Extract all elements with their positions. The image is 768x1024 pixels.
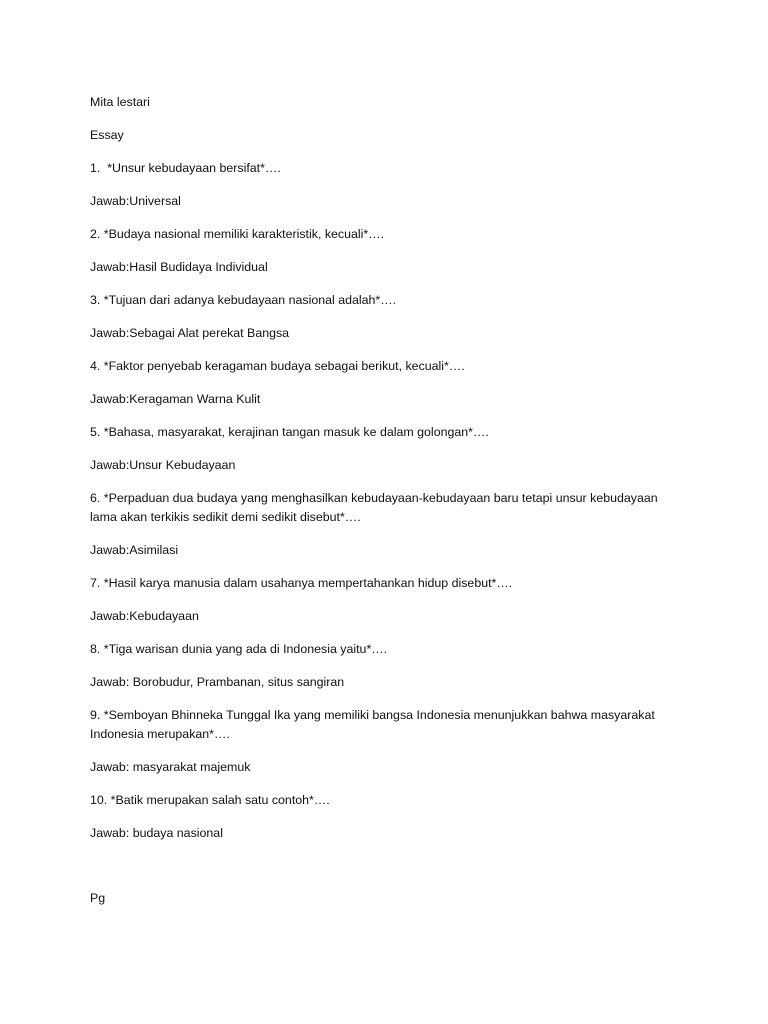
author-name: Mita lestari: [90, 95, 150, 109]
question-10: 10. *Batik merupakan salah satu contoh*….: [90, 793, 330, 807]
answer-3: Jawab:Sebagai Alat perekat Bangsa: [90, 326, 290, 340]
answer-7: Jawab:Kebudayaan: [90, 609, 199, 623]
question-5: 5. *Bahasa, masyarakat, kerajinan tangan masuk ke dalam golongan*….: [90, 425, 489, 439]
answer-6: Jawab:Asimilasi: [90, 543, 179, 557]
answer-4: Jawab:Keragaman Warna Kulit: [90, 392, 261, 406]
next-section-title: Pg: [90, 891, 106, 905]
question-6: 6. *Perpaduan dua budaya yang menghasilkan kebudayaan-kebudayaan baru tetapi unsur kebudayaan lama akan terkikis sedikit demi sedikit disebut*….: [90, 491, 662, 524]
answer-10: Jawab: budaya nasional: [90, 826, 223, 840]
question-2: 2. *Budaya nasional memiliki karakteristik, kecuali*….: [90, 227, 385, 241]
question-8: 8. *Tiga warisan dunia yang ada di Indonesia yaitu*….: [90, 642, 388, 656]
question-7: 7. *Hasil karya manusia dalam usahanya mempertahankan hidup disebut*….: [90, 576, 513, 590]
answer-5: Jawab:Unsur Kebudayaan: [90, 458, 236, 472]
document-body: [90, 93, 680, 922]
question-1: 1. *Unsur kebudayaan bersifat*….: [90, 161, 281, 175]
answer-8: Jawab: Borobudur, Prambanan, situs sangiran: [90, 675, 345, 689]
question-4: 4. *Faktor penyebab keragaman budaya sebagai berikut, kecuali*….: [90, 359, 465, 373]
answer-9: Jawab: masyarakat majemuk: [90, 760, 251, 774]
section-title: Essay: [90, 128, 124, 142]
answer-1: Jawab:Universal: [90, 194, 181, 208]
question-3: 3. *Tujuan dari adanya kebudayaan nasional adalah*….: [90, 293, 397, 307]
answer-2: Jawab:Hasil Budidaya Individual: [90, 260, 268, 274]
question-9: 9. *Semboyan Bhinneka Tunggal Ika yang memiliki bangsa Indonesia menunjukkan bahwa masyarakat Indonesia merupakan*….: [90, 708, 659, 741]
